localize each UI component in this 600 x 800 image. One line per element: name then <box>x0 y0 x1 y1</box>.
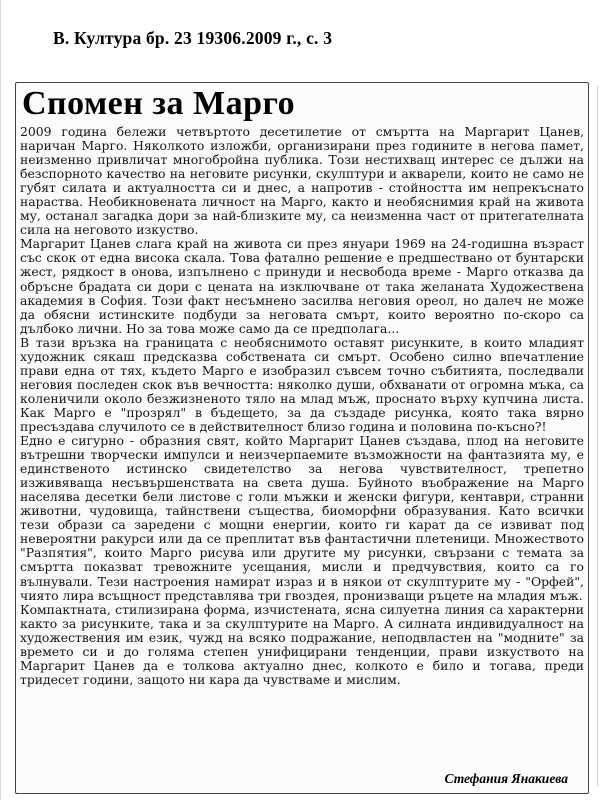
article-paragraph: В тази връзка на границата с необяснимото оставят рисунките, в които младият художник сякаш предсказва собствената си смърт. Особено силно впечатление прави една от тях, където Марго е изобразил съвсем точно събитията, последвали неговия последен скок във вечността: няколко души, обхванати от огромна мъка, са коленичили около безжизненото тяло на млад мъж, проснато върху купчина листа. Как Марго е "прозрял" в бъдещето, за да създаде рисунка, която така вярно пресъздава случилото се в действителност близо година и половина по-късно?! <box>20 334 584 434</box>
scan-edge-divider <box>597 86 598 786</box>
article-paragraph: 2009 година бележи четвъртото десетилетие от смъртта на Маргарит Цанев, наричан Марго. Няколкото изложби, организирани през годините в негова памет, неизменно привличат многобройна публика. Този нестихващ интерес се дължи на безспорното качество на неговите рисунки, скулптури и акварели, които не само не губят силата и актуалността си и днес, а напротив - стойността им непрекъснато нараства. Необикновената личност на Марго, както и необяснимия край на живота му, останал загадка дори за най-близките му, са неизменна част от притегателната сила на неговото изкуство. <box>20 124 584 238</box>
article-box <box>15 82 589 794</box>
source-citation: В. Култура бр. 23 19306.2009 г., с. 3 <box>53 28 333 48</box>
article-title: Спомен за Марго <box>22 85 296 122</box>
article-paragraph: Едно е сигурно - образния свят, който Маргарит Цанев създава, плод на неговите вътрешни творчески импулси и неизчерпаемите възможности на фантазията му, е единственото истинско свидетелство за негова чувствителност, трепетно изживяваща несъвършенствата на света душа. Буйното въображение на Марго населява десетки бели листове с голи мъжки и женски фигури, кентаври, странни животни, чудовища, тайнствени същества, биоморфни образувания. Като всички тези образи са заредени с мощни енергии, които ги карат да се извиват под невероятни ракурси или да се преплитат във фантастични плетеници. Множеството "Разпятия", които Марго рисува или другите му рисунки, свързани с темата за смъртта показват тревожните усещания, мисли и предчувствия, които са го вълнували. Тези настроения намират израз и в някои от скулптурите му - "Орфей", чиято лира всъщност представлява три гвоздея, пронизващи ръцете на младия мъж. <box>20 433 584 603</box>
article-author: Стефания Янакиева <box>444 771 568 786</box>
article-paragraph: Компактната, стилизирана форма, изчистената, ясна силуетна линия са характерни както за рисунките, така и за скулптурите на Марго. А силната индивидуалност на художествения им език, чужд на всяко подражание, неподвластен на "модните" за времето си и до голяма степен унифицирани тенденции, прави изкуството на Маргарит Цанев да е толкова актуално днес, колкото е било и тогава, преди тридесет години, защото ни кара да чувстваме и мислим. <box>20 601 584 687</box>
article-paragraph: Маргарит Цанев слага край на живота си през януари 1969 на 24-годишна възраст със скок от една висока скала. Това фатално решение е предшествано от бунтарски жест, рядкост в онова, изпълнено с принуди и несвобода време - Марго отказва да обръсне брадата си дори с цената на изключване от така желаната Художествена академия в София. Този факт несъмнено засилва неговия ореол, но далеч не може да обясни истинските подбуди за неговата смърт, които вероятно по-скоро са дълбоко лични. Но за това може само да се предполага... <box>20 236 584 336</box>
article-body <box>20 125 584 687</box>
